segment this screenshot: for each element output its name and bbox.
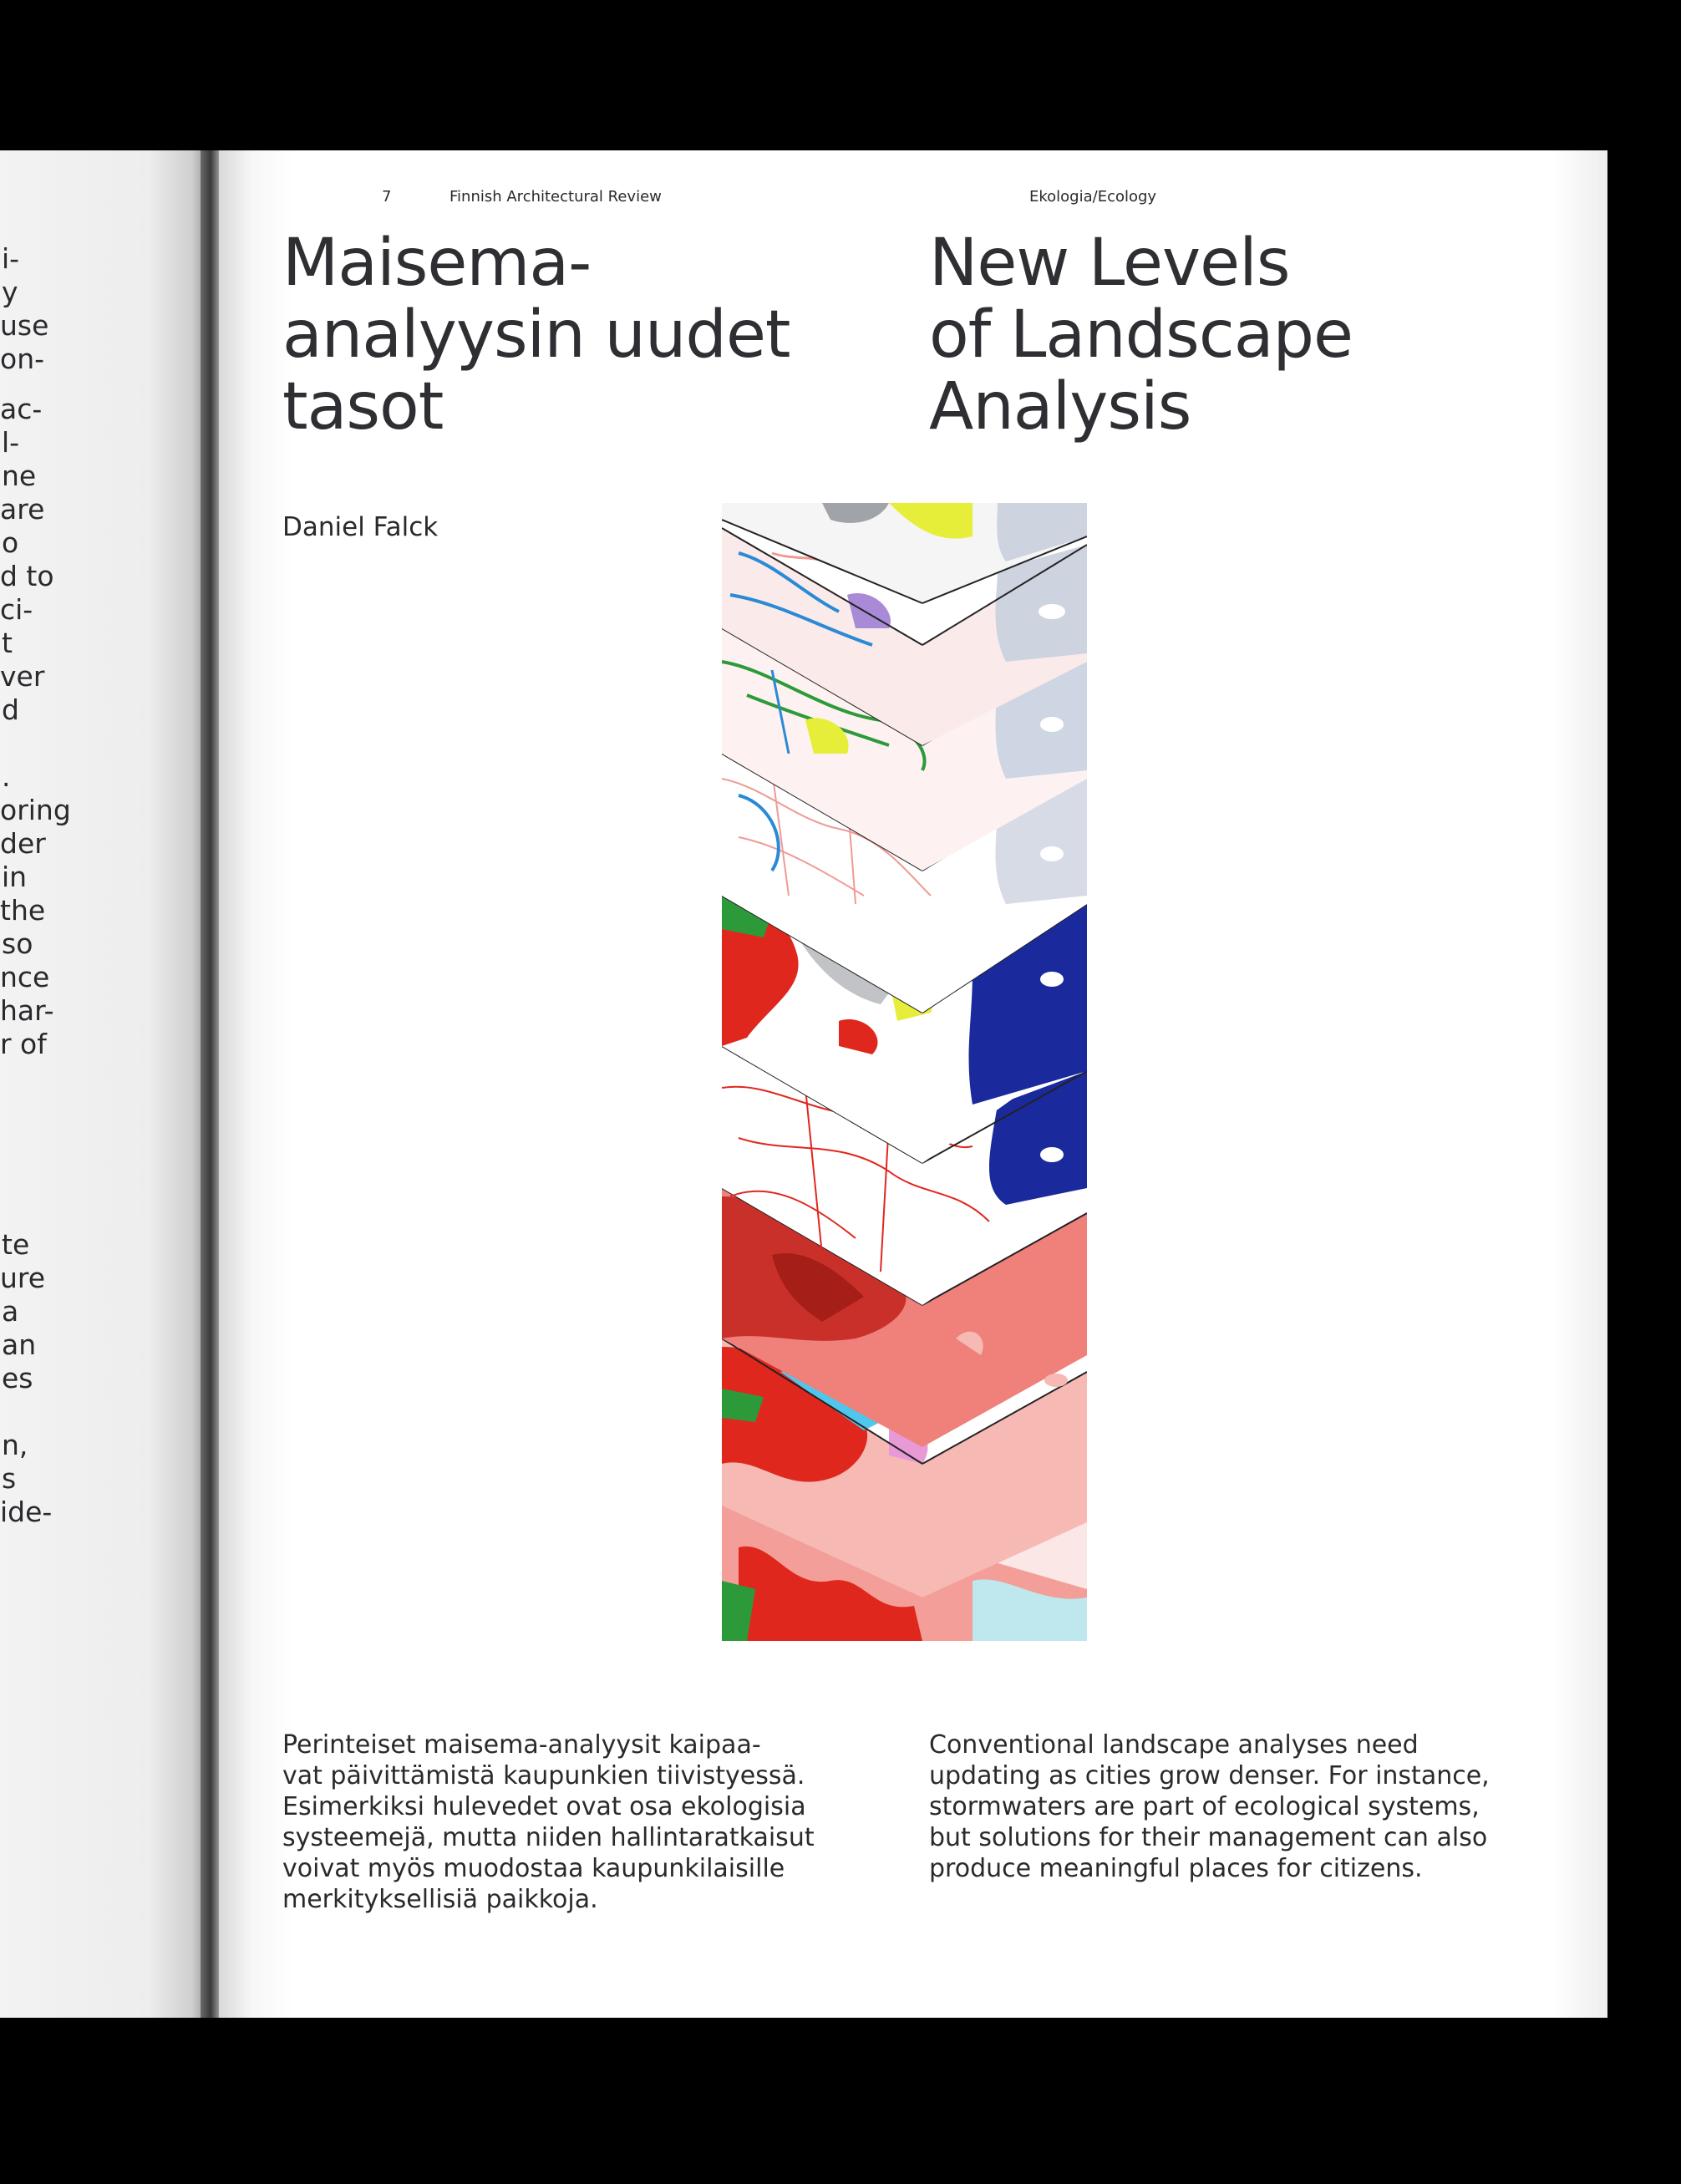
intro-en-line: updating as cities grow denser. For instance,	[929, 1761, 1490, 1790]
left-page-text-fragment: d to	[0, 560, 54, 592]
left-page-text-fragment: s	[2, 1462, 17, 1495]
left-page-text-fragment: o	[2, 526, 19, 559]
left-page-text-fragment: es	[2, 1362, 33, 1394]
author-name: Daniel Falck	[282, 512, 439, 542]
left-page-text-fragment: d	[2, 693, 19, 726]
left-page-text-fragment: ide-	[0, 1496, 53, 1528]
left-page-text-fragment: ac-	[0, 393, 43, 425]
intro-fi-line: voivat myös muodostaa kaupunkilaisille	[282, 1854, 785, 1883]
left-page-text-fragment: y	[2, 276, 18, 308]
left-page-text-fragment: har-	[0, 994, 54, 1027]
left-page-text-fragment: te	[2, 1228, 30, 1261]
right-page	[219, 150, 1607, 2018]
title-en-line: of Landscape	[929, 297, 1353, 373]
left-page-text-fragment: ne	[2, 460, 37, 492]
left-page-text-fragment: on-	[0, 343, 45, 375]
title-en-line: Analysis	[929, 369, 1191, 444]
left-page-text-fragment: i-	[2, 242, 20, 275]
layered-map-figure	[722, 503, 1087, 1641]
title-fi-line: tasot	[282, 369, 444, 444]
left-page-text-fragment: so	[2, 927, 33, 960]
intro-fi-line: Esimerkiksi hulevedet ovat osa ekologisia	[282, 1792, 806, 1821]
left-page-text-fragment: an	[2, 1328, 37, 1361]
left-page-text-fragment: t	[2, 627, 13, 659]
left-page-text-fragment: oring	[0, 794, 71, 826]
left-page	[0, 150, 213, 2018]
left-page-text-fragment: ci-	[0, 593, 33, 626]
section-label: Ekologia/Ecology	[1029, 188, 1157, 206]
intro-fi-line: merkityksellisiä paikkoja.	[282, 1885, 598, 1914]
title-fi-line: Maisema-	[282, 226, 592, 301]
left-page-text-fragment: ure	[0, 1262, 46, 1294]
title-finnish	[282, 227, 884, 443]
left-page-text-fragment: in	[2, 861, 28, 893]
intro-fi-line: systeemejä, mutta niiden hallintaratkaisut	[282, 1823, 815, 1852]
left-page-text-fragment: a	[2, 1295, 19, 1328]
intro-english	[929, 1729, 1564, 1884]
intro-fi-line: vat päivittämistä kaupunkien tiivistyessä.	[282, 1761, 805, 1790]
intro-fi-line: Perinteiset maisema-analyysit kaipaa-	[282, 1730, 761, 1760]
title-fi-line: analyysin uudet	[282, 297, 790, 373]
layered-landscape-map-illustration	[722, 503, 1087, 1641]
left-page-text-fragment: ver	[0, 660, 45, 693]
left-page-text-fragment: are	[0, 493, 45, 526]
intro-en-line: Conventional landscape analyses need	[929, 1730, 1419, 1760]
title-en-line: New Levels	[929, 226, 1290, 301]
page-number: 7	[382, 188, 392, 206]
left-page-text-fragment: the	[0, 894, 46, 927]
left-page-text-fragment: der	[0, 827, 46, 860]
left-page-text-fragment: n,	[2, 1429, 28, 1461]
left-page-text-fragment: r of	[0, 1028, 47, 1060]
intro-en-line: stormwaters are part of ecological systems,	[929, 1792, 1480, 1821]
intro-en-line: produce meaningful places for citizens.	[929, 1854, 1423, 1883]
left-page-text-fragment: l-	[2, 426, 20, 459]
left-page-text-fragment: nce	[0, 961, 50, 993]
intro-en-line: but solutions for their management can also	[929, 1823, 1488, 1852]
title-english	[929, 227, 1531, 443]
left-page-text-fragment: use	[0, 309, 49, 342]
left-page-text-fragment: .	[2, 760, 11, 793]
intro-finnish	[282, 1729, 884, 1915]
publication-title: Finnish Architectural Review	[449, 188, 662, 206]
